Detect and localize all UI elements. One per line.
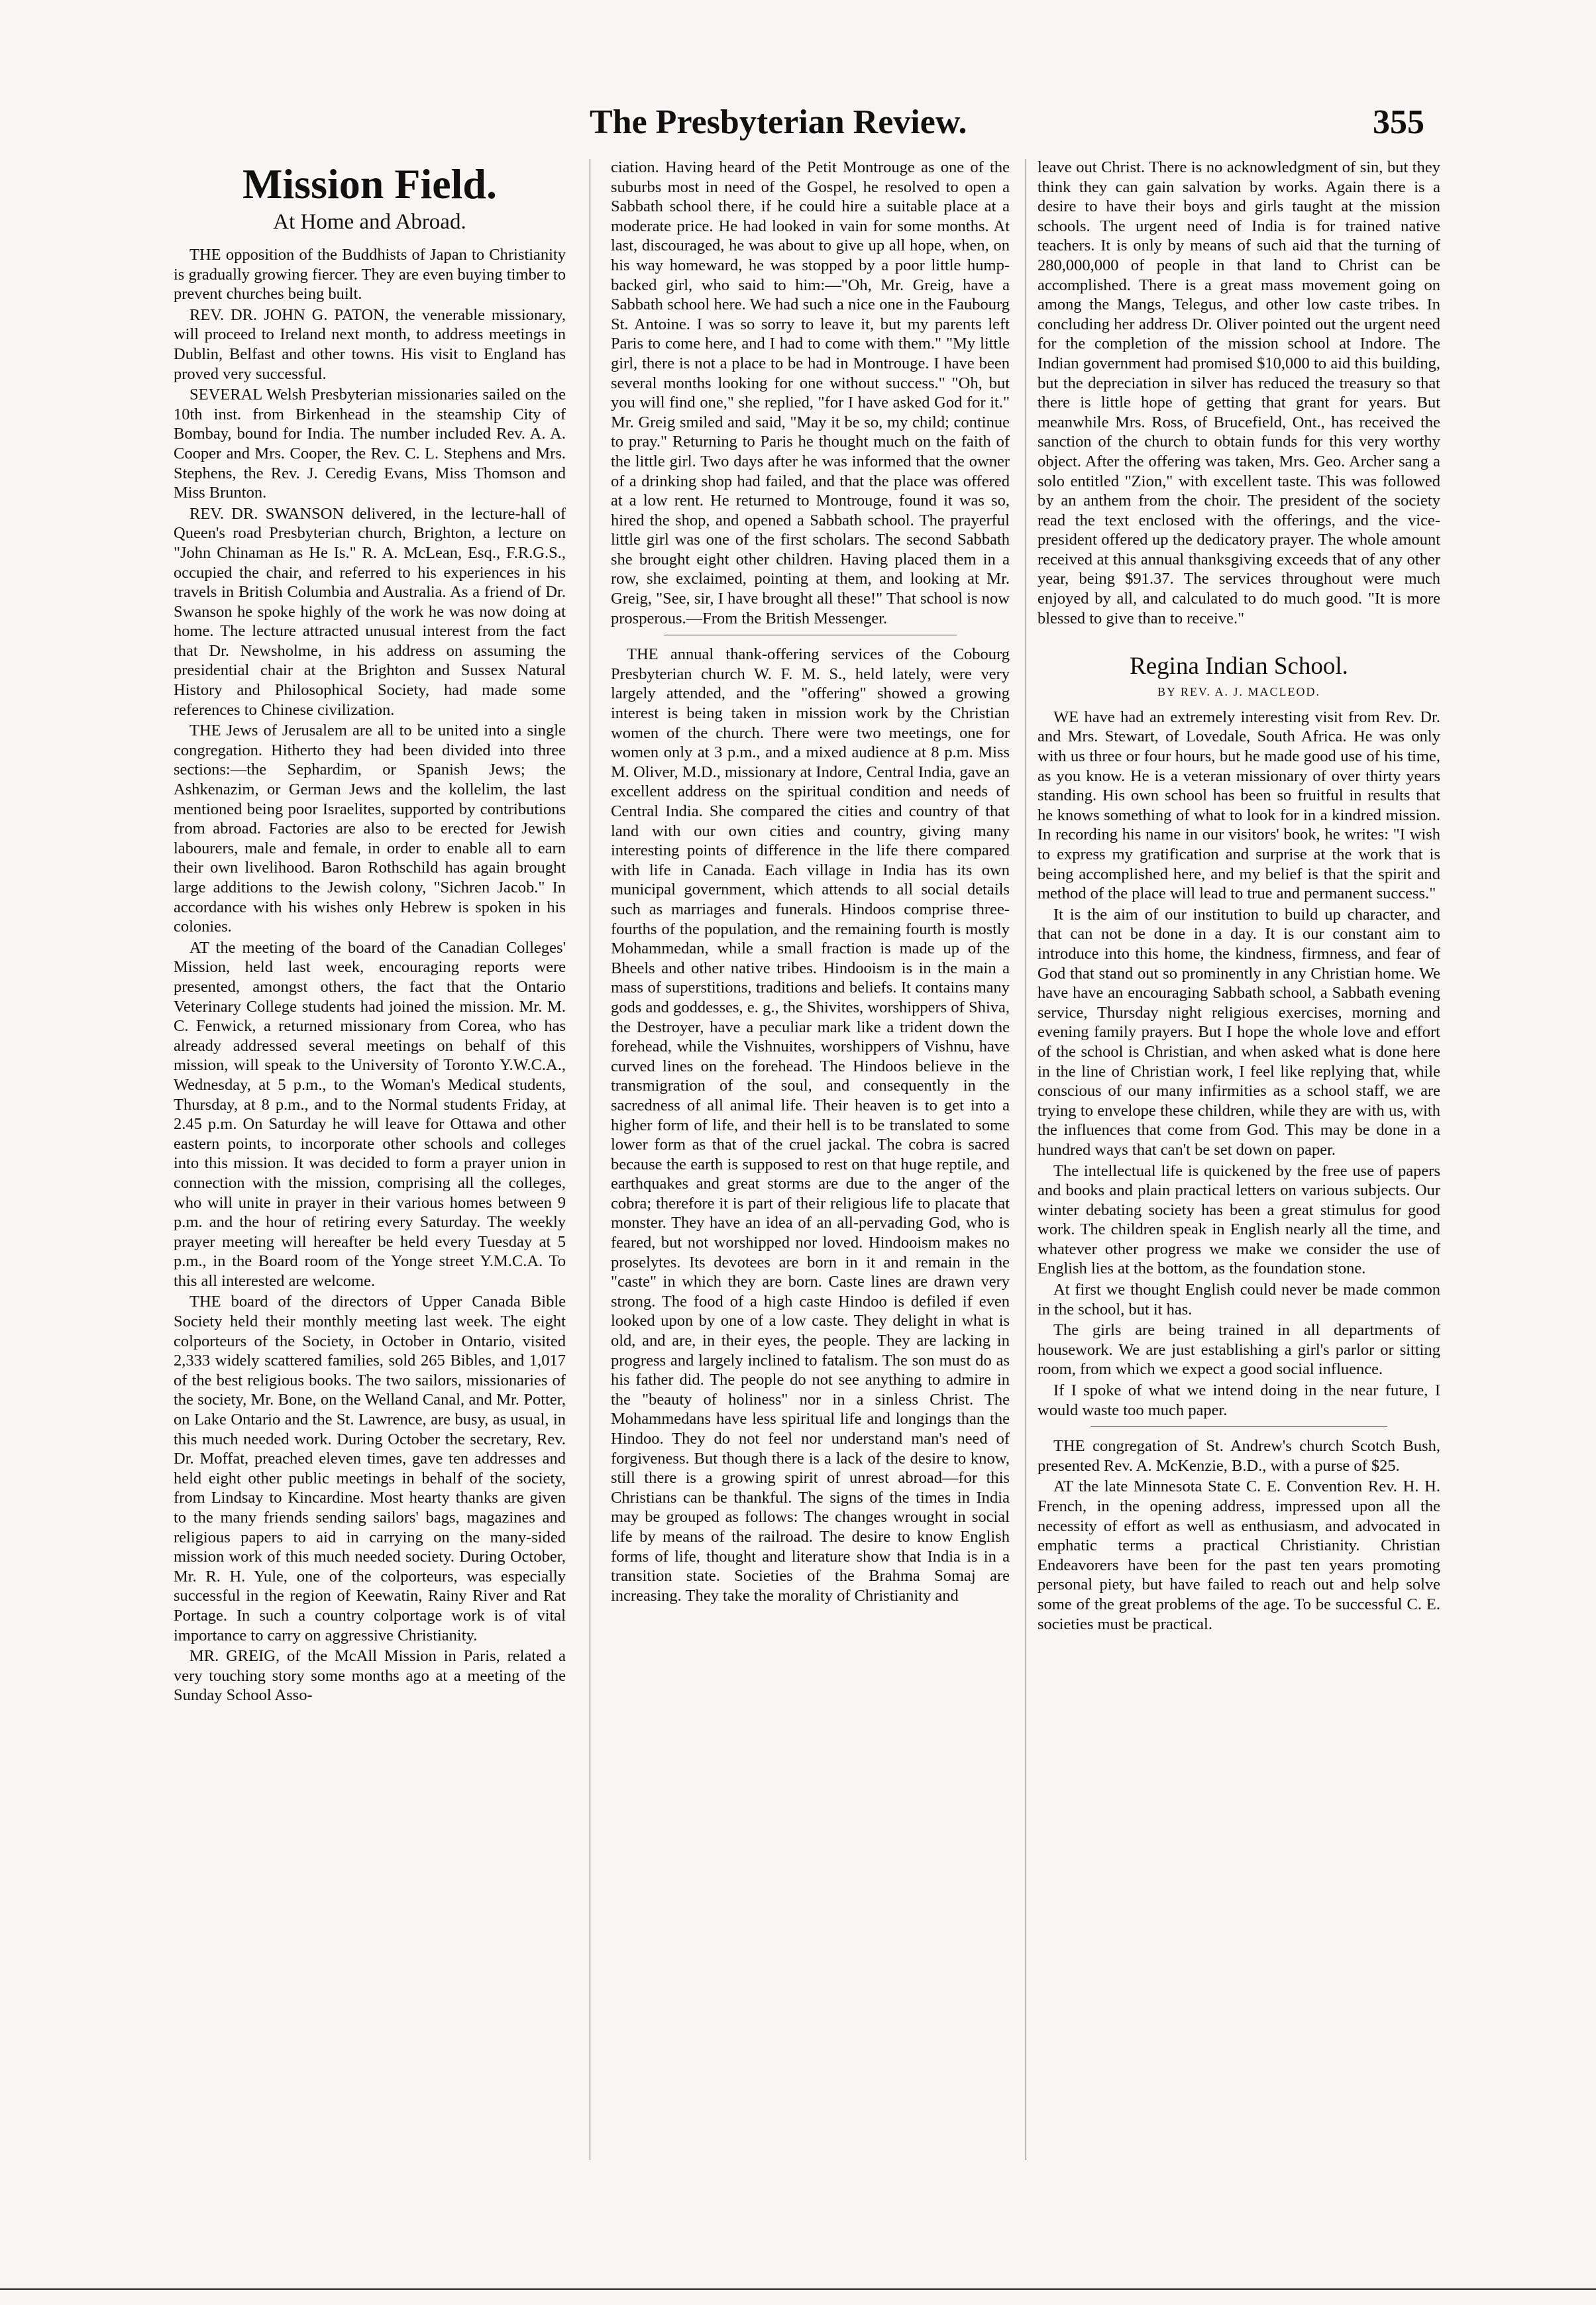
section-divider bbox=[1091, 1426, 1387, 1427]
news-item: MR. GREIG, of the McAll Mission in Paris, related a very touching story some months ago at a meeting of the Sunday School Asso- bbox=[174, 1647, 566, 1705]
news-item: AT the meeting of the board of the Canadian Colleges' Mission, held last week, encouraging reports were presented, amongst others, the fact that the Ontario Veterinary College students had joined the mission. Mr. M. C. Fenwick, a returned missionary from Corea, who has already addressed several meetings on behalf of this mission, will speak to the University of Toronto Y.W.C.A., Wednesday, at 5 p.m., to the Woman's Medical students, Thursday, at 8 p.m., and to the Normal students Friday, at 2.45 p.m. On Saturday he will leave for Ottawa and other eastern points, to incorporate other schools and colleges into this mission. It was decided to form a prayer union in connection with the mission, comprising all the colleges, who will unite in prayer in their various homes between 9 p.m. and the hour of retiring every Saturday. The weekly prayer meeting will hereafter be held every Tuesday at 5 p.m., in the Board room of the Yonge street Y.M.C.A. To this all interested are welcome. bbox=[174, 938, 566, 1290]
page-bottom-rule bbox=[0, 2288, 1596, 2290]
section-title: Mission Field. bbox=[242, 160, 498, 207]
news-item: THE annual thank-offering services of the Cobourg Presbyterian church W. F. M. S., held lately, were very largely attended, and the "offering" showed a growing interest is being taken in mission work by the Christian women of the church. There were two meetings, one for women only at 3 p.m., and a mixed audience at 8 p.m. Miss M. Oliver, M.D., missionary at Indore, Central India, gave an excellent address on the spiritual condition and needs of Central India. She compared the cities and country of that land with our own cities and country, giving many interesting points of difference in the life there compared with life in Canada. Each village in India has its own municipal government, which attends to all social details such as marriages and funerals. Hindoos comprise three-fourths of the population, and the remaining fourth is mostly Mohammedan, while a small fraction is made up of the Bheels and other native tribes. Hindooism is in the main a mass of superstitions, traditions and beliefs. It contains many gods and goddesses, e. g., the Shivites, worshippers of Shiva, the Destroyer, have a peculiar mark like a trident down the forehead, while the Vishnuites, worshippers of Vishnu, have curved lines on the forehead. The Hindoos believe in the transmigration of the soul, and consequently in the sacredness of all animal life. Their heaven is to get into a higher form of life, and their hell is to be translated to some lower form as that of the cruel jackal. The cobra is sacred because the earth is supposed to rest on that huge reptile, and earthquakes and great storms are due to the anger of the cobra; therefore it is part of their religious life to placate that monster. They have an idea of an all-pervading God, who is feared, but not worshipped nor loved. Hindooism makes no proselytes. Its devotees are born in it and remain in the "caste" in which they are born. Caste lines are drawn very strong. The food of a high caste Hindoo is defiled if even looked upon by one of a low caste. They delight in what is old, and are, in their eyes, the people. They are lacking in progress and largely inclined to fatalism. The son must do as his father did. The people do not see anything to admire in the "beauty of holiness" nor in a sinless Christ. The Mohammedans have less spiritual life and longings than the Hindoo. They do not feel nor understand man's need of forgiveness. But though there is a lack of the desire to know, still there is a growing spirit of unrest abroad—for this Christians can be thankful. The signs of the times in India may be grouped as follows: The changes wrought in social life by means of the railroad. The desire to know English forms of life, thought and literature show that India is in a transition state. Societies of the Brahma Somaj are increasing. They take the morality of Christianity and bbox=[611, 645, 1010, 1605]
article-paragraph: At first we thought English could never be made common in the school, but it has. bbox=[1037, 1281, 1440, 1318]
page-number: 355 bbox=[1373, 103, 1424, 141]
news-item: ciation. Having heard of the Petit Montrouge as one of the suburbs most in need of the Gospel, he resolved to open a Sabbath school there, if he could hire a suitable place at a moderate price. He had looked in vain for some months. At last, discouraged, he was about to give up all hope, when, on his way homeward, he was stopped by a poor little hump-backed girl, who said to him:—"Oh, Mr. Greig, have a Sabbath school here. We had such a nice one in the Faubourg St. Antoine. I was so sorry to leave it, but my parents left Paris to come here, and I had to come with them." "My little girl, there is not a place to be had in Montrouge. I have been several months looking for one without success." "Oh, but you will find one," she replied, "for I have asked God for it." Mr. Greig smiled and said, "May it be so, my child; continue to pray." Returning to Paris he thought much on the faith of the little girl. Two days after he was informed that the owner of a drinking shop had failed, and that the place was offered at a low rent. He returned to Montrouge, found it was so, hired the shop, and opened a Sabbath school. The prayerful little girl was one of the first scholars. The second Sabbath she brought eight other children. Having placed them in a row, she exclaimed, pointing at them, and looking at Mr. Greig, "See, sir, I have brought all these!" That school is now prosperous.—From the British Messenger. bbox=[611, 158, 1010, 627]
news-item: THE congregation of St. Andrew's church Scotch Bush, presented Rev. A. McKenzie, B.D., with a purse of $25. bbox=[1037, 1437, 1440, 1475]
section-subtitle: At Home and Abroad. bbox=[273, 210, 466, 234]
news-item: THE Jews of Jerusalem are all to be united into a single congregation. Hitherto they had been divided into three sections:—the Sephardim, or Spanish Jews; the Ashkenazim, or German Jews and the kollelim, the last mentioned being poor Israelites, supported by contributions from abroad. Factories are also to be erected for Jewish labourers, male and female, in order to enable all to earn their own livelihood. Baron Rothschild has again brought large additions to the Jewish colony, "Sichren Jacob." In accordance with his wishes only Hebrew is spoken in his colonies. bbox=[174, 722, 566, 936]
news-item: THE board of the directors of Upper Canada Bible Society held their monthly meeting last week. The eight colporteurs of the Society, in October in Ontario, visited 2,333 widely scattered families, sold 265 Bibles, and 1,017 of the best religious books. The two sailors, missionaries of the society, Mr. Bone, on the Welland Canal, and Mr. Potter, on Lake Ontario and the St. Lawrence, are busy, as usual, in this much needed work. During October the secretary, Rev. Dr. Moffat, preached eleven times, gave ten addresses and held eight other public meetings in behalf of the society, from Lindsay to Kincardine. Most hearty thanks are given to the many friends sending sailors' bags, magazines and religious papers to aid in carrying on the many-sided mission work of this much needed society. During October, Mr. R. H. Yule, one of the colporteurs, was especially successful in the region of Keewatin, Rainy River and Rat Portage. In such a country colportage work is of vital importance to carry on aggressive Christianity. bbox=[174, 1293, 566, 1644]
column-2 bbox=[611, 158, 1010, 2165]
news-item: AT the late Minnesota State C. E. Convention Rev. H. H. French, in the opening address, impressed upon all the necessity of effort as well as enthusiasm, and advocated in emphatic terms a practical Christianity. Christian Endeavorers have been for the past ten years promoting personal piety, but have failed to reach out and help solve some of the great problems of the age. To be successful C. E. societies must be practical. bbox=[1037, 1477, 1440, 1633]
article-paragraph: It is the aim of our institution to build up character, and that can not be done in a day. It is our constant aim to introduce into this home, the kindness, firmness, and fear of God that stand out so prominently in any Christian home. We have have an encouraging Sabbath school, a Sabbath evening service, Thursday night religious exercises, morning and evening family prayers. But I hope the whole love and effort of the school is Christian, and when asked what is done here in the line of Christian work, I feel like replying that, while conscious of our many infirmities as a school staff, we are trying to envelope these children, while they are with us, with the influences that come from God. This may be done in a hundred ways that can't be set down on paper. bbox=[1037, 905, 1440, 1159]
news-item: REV. DR. SWANSON delivered, in the lecture-hall of Queen's road Presbyterian church, Brighton, a lecture on "John Chinaman as He Is." R. A. McLean, Esq., F.R.G.S., occupied the chair, and referred to his experiences in his travels in British Columbia and Australia. As a friend of Dr. Swanson he spoke highly of the work he was now doing at home. The lecture attracted unusual interest from the fact that Dr. Newsholme, in his address on assuming the presidential chair at the Brighton and Sussex Natural History and Philosophical Society, had made some references to Chinese civilization. bbox=[174, 504, 566, 719]
news-item: SEVERAL Welsh Presbyterian missionaries sailed on the 10th inst. from Birkenhead in the steamship City of Bombay, bound for India. The number included Rev. A. A. Cooper and Mrs. Cooper, the Rev. C. L. Stephens and Mrs. Stephens, the Rev. J. Ceredig Evans, Miss Thomson and Miss Brunton. bbox=[174, 386, 566, 502]
column-3 bbox=[1037, 158, 1440, 2165]
column-1 bbox=[174, 158, 566, 2165]
news-item: THE opposition of the Buddhists of Japan to Christianity is gradually growing fiercer. They are even buying timber to prevent churches being built. bbox=[174, 246, 566, 303]
article-title: Regina Indian School. bbox=[1130, 653, 1348, 680]
article-paragraph: The girls are being trained in all departments of housework. We are just establishing a girl's parlor or sitting room, from which we expect a good social influence. bbox=[1037, 1321, 1440, 1379]
article-paragraph: The intellectual life is quickened by the free use of papers and books and plain practical letters on various subjects. Our winter debating society has been a great stimulus for good work. The children speak in English nearly all the time, and whatever other progress we make we consider the use of English lies at the bottom, as the foundation stone. bbox=[1037, 1161, 1440, 1278]
news-item: REV. DR. JOHN G. PATON, the venerable missionary, will proceed to Ireland next month, to address meetings in Dublin, Belfast and other towns. His visit to England has proved very successful. bbox=[174, 305, 566, 383]
article-paragraph: WE have had an extremely interesting visit from Rev. Dr. and Mrs. Stewart, of Lovedale, South Africa. He was only with us three or four hours, but he made good use of his time, as you know. He is a veteran missionary of over thirty years standing. His own school has been so fruitful in results that he knows something of what to look for in a kindred mission. In recording his name in our visitors' book, he writes: "I wish to express my gratification and surprise at the work that is being accomplished here, and my belief is that the spirit and method of the place will lead to true and permanent success." bbox=[1037, 708, 1440, 903]
page-header bbox=[590, 103, 1424, 149]
article-paragraph: If I spoke of what we intend doing in the near future, I would waste too much paper. bbox=[1037, 1381, 1440, 1419]
journal-title: The Presbyterian Review. bbox=[590, 103, 967, 141]
news-item: leave out Christ. There is no acknowledgment of sin, but they think they can gain salvation by works. Again there is a desire to have their boys and girls taught at the mission schools. The urgent need of India is for trained native teachers. It is only by means of such aid that the turning of 280,000,000 of people in that land to Christ can be accomplished. There is a great mass movement going on among the Mangs, Telegus, and other low caste tribes. In concluding her address Dr. Oliver pointed out the urgent need for the completion of the mission school at Indore. The Indian government had promised $10,000 to aid this building, but the depreciation in silver has reduced the treasury so that there is little hope of getting that grant for years. But meanwhile Mrs. Ross, of Brucefield, Ont., has received the sanction of the church to obtain funds for this very worthy object. After the offering was taken, Mrs. Geo. Archer sang a solo entitled "Zion," with excellent taste. This was followed by an anthem from the choir. The president of the society read the text enclosed with the offerings, and the vice-president offered up the dedicatory prayer. The whole amount received at this annual thanksgiving exceeds that of any other year, being $91.37. The services throughout were much enjoyed by all, and calculated to do much good. "It is more blessed to give than to receive." bbox=[1037, 158, 1440, 627]
article-byline: BY REV. A. J. MACLEOD. bbox=[1157, 685, 1321, 699]
